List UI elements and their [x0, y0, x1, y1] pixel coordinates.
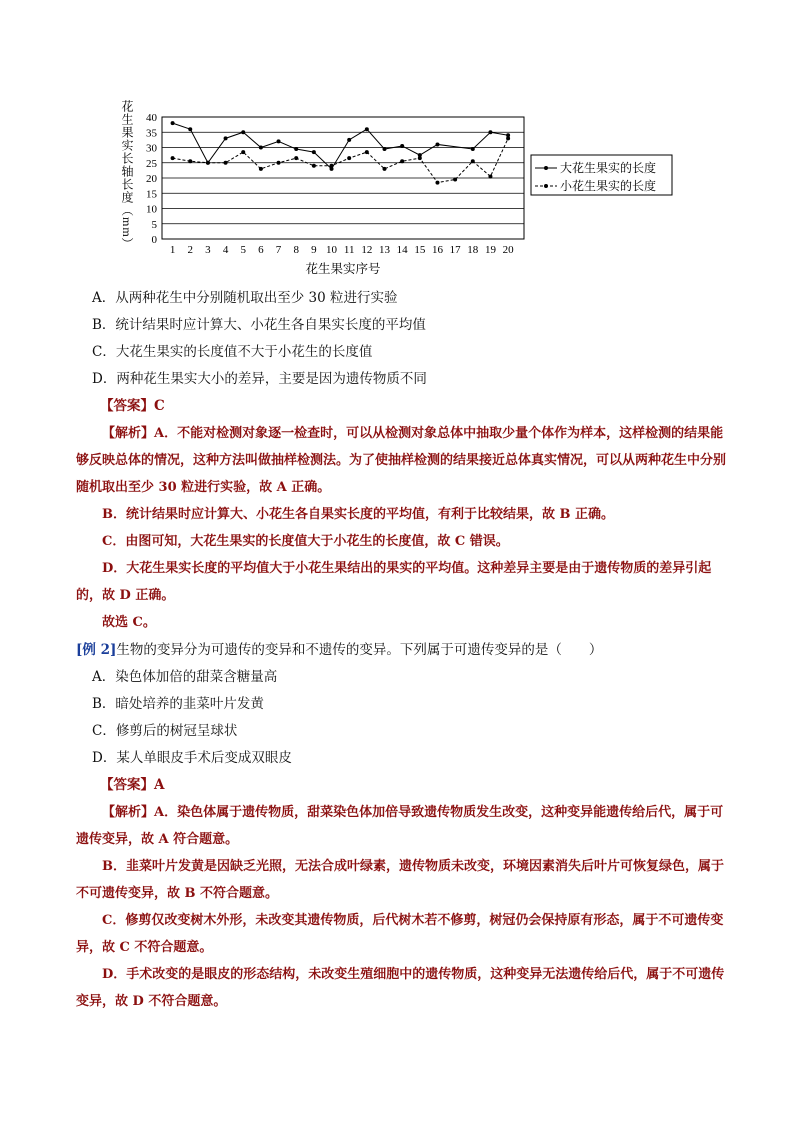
y-tick-label: 5	[151, 218, 157, 231]
data-point	[382, 147, 386, 151]
data-point	[259, 146, 263, 150]
x-tick-label: 17	[449, 244, 461, 256]
y-tick-label: 15	[146, 188, 157, 201]
x-tick-label: 2	[187, 244, 194, 256]
data-point	[259, 167, 263, 171]
x-tick-label: 14	[396, 244, 408, 256]
x-axis-label: 花生果实序号	[305, 262, 381, 276]
y-tick-label: 30	[146, 142, 157, 155]
data-point	[294, 156, 298, 160]
x-tick-label: 18	[467, 244, 479, 256]
data-point	[330, 164, 334, 168]
q2-analysis-label: 【解析】	[102, 805, 155, 820]
q2-analysis	[76, 799, 726, 1015]
q1-analysis-b: B．统计结果时应计算大、小花生各自果实长度的平均值，有利于比较结果，故 B 正确。	[102, 507, 615, 522]
data-point	[347, 138, 351, 142]
chart-legend	[531, 155, 672, 195]
q1-answer: 【答案】C	[100, 398, 165, 414]
data-point	[171, 121, 175, 125]
data-point	[365, 150, 369, 154]
y-tick-label: 40	[146, 112, 157, 124]
data-point	[312, 164, 316, 168]
data-point	[435, 142, 439, 146]
x-tick-label: 15	[414, 244, 426, 256]
x-tick-label: 9	[311, 244, 317, 256]
q1-analysis-c: C．由图可知，大花生果实的长度值大于小花生的长度值，故 C 错误。	[102, 534, 509, 549]
x-tick-label: 19	[484, 244, 496, 256]
series-line	[173, 138, 509, 182]
q1-analysis-a: A．不能对检测对象逐一检查时，可以从检测对象总体中抽取少量个体作为样本，这样检测的结果能够反映总体的情况，这种方法叫做抽样检测法。为了使抽样检测的结果接近总体真实情况，可以从两种花生中分别随机取出至少 30 粒进行实验，故 A 正确。	[76, 426, 727, 495]
data-point	[188, 127, 192, 131]
legend-series-large: 大花生果实的长度	[560, 161, 657, 175]
q2-analysis-d: D．手术改变的是眼皮的形态结构，未改变生殖细胞中的遗传物质，这种变异无法遗传给后代，属于不可遗传变异，故 D 不符合题意。	[76, 967, 725, 1009]
q1-option-a: A．从两种花生中分别随机取出至少 30 粒进行实验	[92, 290, 398, 306]
y-axis-label: 花生果实长轴长度（mm）	[120, 100, 134, 251]
y-tick-label: 0	[151, 234, 157, 246]
data-point	[488, 174, 492, 178]
y-tick-label: 35	[146, 127, 157, 140]
q1-analysis-label: 【解析】	[102, 426, 155, 441]
q2-analysis-b: B．韭菜叶片发黄是因缺乏光照，无法合成叶绿素，遗传物质未改变，环境因素消失后叶片可恢复绿色，属于不可遗传变异，故 B 不符合题意。	[76, 859, 724, 901]
data-point	[506, 136, 510, 140]
data-point	[418, 156, 422, 160]
data-point	[365, 127, 369, 131]
legend-series-small: 小花生果实的长度	[560, 179, 657, 193]
x-tick-label: 3	[205, 244, 211, 256]
data-point	[400, 159, 404, 163]
data-point	[453, 178, 457, 182]
data-point	[206, 161, 210, 165]
x-tick-label: 11	[343, 244, 355, 256]
q2-option-b: B．暗处培养的韭菜叶片发黄	[92, 696, 264, 712]
x-tick-label: 5	[240, 244, 246, 256]
y-tick-label: 25	[146, 157, 157, 170]
data-point	[277, 139, 281, 143]
data-point	[471, 147, 475, 151]
data-point	[312, 150, 316, 154]
data-point	[435, 181, 439, 185]
q1-analysis-d: D．大花生果实长度的平均值大于小花生果结出的果实的平均值。这种差异主要是由于遗传物质的差异引起的，故 D 正确。	[76, 561, 712, 603]
q2-stem-line	[76, 640, 602, 660]
data-point	[400, 144, 404, 148]
x-tick-label: 13	[378, 244, 390, 256]
series-large	[171, 121, 511, 171]
q2-stem: 生物的变异分为可遗传的变异和不遗传的变异。下列属于可遗传变异的是（ ）	[116, 642, 603, 658]
q1-analysis	[76, 420, 726, 636]
q2-answer: 【答案】A	[100, 777, 165, 793]
q2-option-d: D．某人单眼皮手术后变成双眼皮	[92, 750, 292, 766]
x-tick-label: 8	[293, 244, 299, 256]
data-point	[224, 161, 228, 165]
q2-analysis-c: C．修剪仅改变树木外形，未改变其遗传物质，后代树木若不修剪，树冠仍会保持原有形态，属于不可遗传变异，故 C 不符合题意。	[76, 913, 724, 955]
data-point	[294, 147, 298, 151]
data-point	[241, 130, 245, 134]
data-point	[188, 159, 192, 163]
x-tick-label: 1	[169, 244, 176, 256]
q1-conclusion: 故选 C。	[102, 615, 156, 630]
q2-analysis-a: A．染色体属于遗传物质，甜菜染色体加倍导致遗传物质发生改变，这种变异能遗传给后代，属于可遗传变异，故 A 符合题意。	[76, 805, 724, 847]
x-tick-label: 10	[326, 244, 338, 256]
data-point	[382, 167, 386, 171]
y-tick-label: 10	[146, 203, 157, 216]
data-point	[224, 136, 228, 140]
x-tick-label: 4	[222, 244, 229, 256]
data-point	[471, 159, 475, 163]
q1-option-b: B．统计结果时应计算大、小花生各自果实长度的平均值	[92, 317, 426, 333]
data-point	[347, 156, 351, 160]
y-tick-label: 20	[146, 173, 157, 185]
q2-option-a: A．染色体加倍的甜菜含糖量高	[92, 669, 278, 685]
data-point	[241, 150, 245, 154]
q2-tag: [例 2]	[76, 642, 117, 658]
data-point	[488, 130, 492, 134]
x-tick-label: 6	[258, 244, 264, 256]
x-tick-label: 20	[502, 244, 514, 256]
data-point	[277, 161, 281, 165]
q2-option-c: C．修剪后的树冠呈球状	[92, 723, 238, 739]
x-tick-label: 12	[361, 244, 373, 256]
peanut-length-chart	[110, 92, 680, 282]
data-point	[171, 156, 175, 160]
q1-option-d: D．两种花生果实大小的差异，主要是因为遗传物质不同	[92, 371, 427, 387]
x-tick-label: 7	[275, 244, 282, 256]
x-tick-label: 16	[431, 244, 443, 256]
q1-option-c: C．大花生果实的长度值不大于小花生的长度值	[92, 344, 373, 360]
